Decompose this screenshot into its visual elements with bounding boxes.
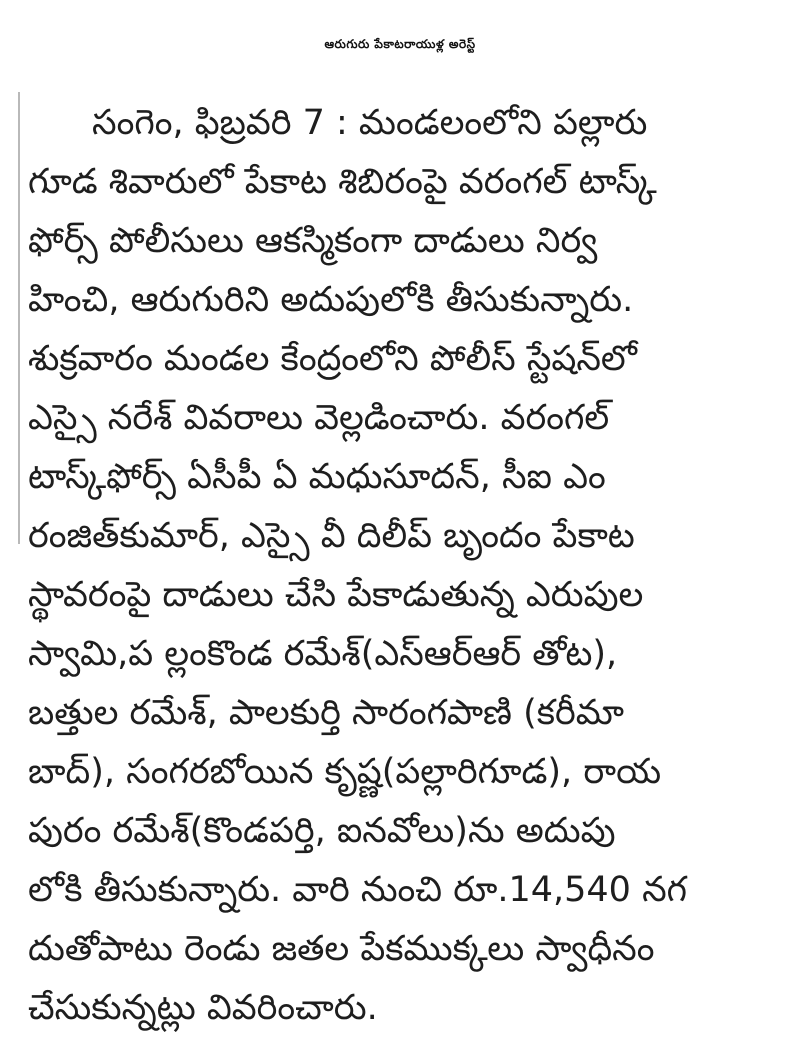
article-line: సంగెం, ఫిబ్రవరి 7 : మండలంలోని పల్లారు [92, 103, 648, 143]
column-divider [18, 92, 20, 544]
article-line: ఫోర్స్ పోలీసులు ఆకస్మికంగా దాడులు నిర్వ [28, 221, 598, 261]
article-line: బత్తుల రమేశ్, పాలకుర్తి సారంగపాణి (కరీమా [28, 693, 625, 733]
article-line: హించి, ఆరుగురిని అదుపులోకి తీసుకున్నారు. [28, 280, 634, 320]
article-line: స్వామి,ప ల్లంకొండ రమేశ్(ఎస్ఆర్ఆర్ తోట), [28, 634, 618, 674]
article-line: చేసుకున్నట్లు వివరించారు. [28, 988, 378, 1028]
article-line: పురం రమేశ్(కొండపర్తి, ఐనవోలు)ను అదుపు [28, 811, 616, 851]
article-line: స్థావరంపై దాడులు చేసి పేకాడుతున్న ఎరుపుల [28, 575, 644, 615]
article-line: దుతోపాటు రెండు జతల పేకముక్కలు స్వాధీనం [28, 929, 655, 969]
article-line: గూడ శివారులో పేకాట శిబిరంపై వరంగల్ టాస్క్ [28, 162, 657, 202]
article-line: టాస్క్‌ఫోర్స్ ఏసీపీ ఏ మధుసూదన్, సీఐ ఎం [28, 457, 606, 497]
article-line: ఎస్సై నరేశ్ వివరాలు వెల్లడించారు. వరంగల్ [28, 398, 610, 438]
article-line: లోకి తీసుకున్నారు. వారి నుంచి రూ.14,540 నగ [28, 870, 688, 910]
article-line: బాద్), సంగరబోయిన కృష్ణ(పల్లారిగూడ), రాయ [28, 752, 662, 792]
article-headline: ఆరుగురు పేకాటరాయుళ్ల అరెస్ట్ [324, 36, 476, 51]
article-line: శుక్రవారం మండల కేంద్రంలోని పోలీస్ స్టేషన్‌లో [28, 339, 637, 379]
article-line: రంజిత్‌కుమార్, ఎస్సై వీ దిలీప్ బృందం పేకాట [28, 516, 635, 556]
